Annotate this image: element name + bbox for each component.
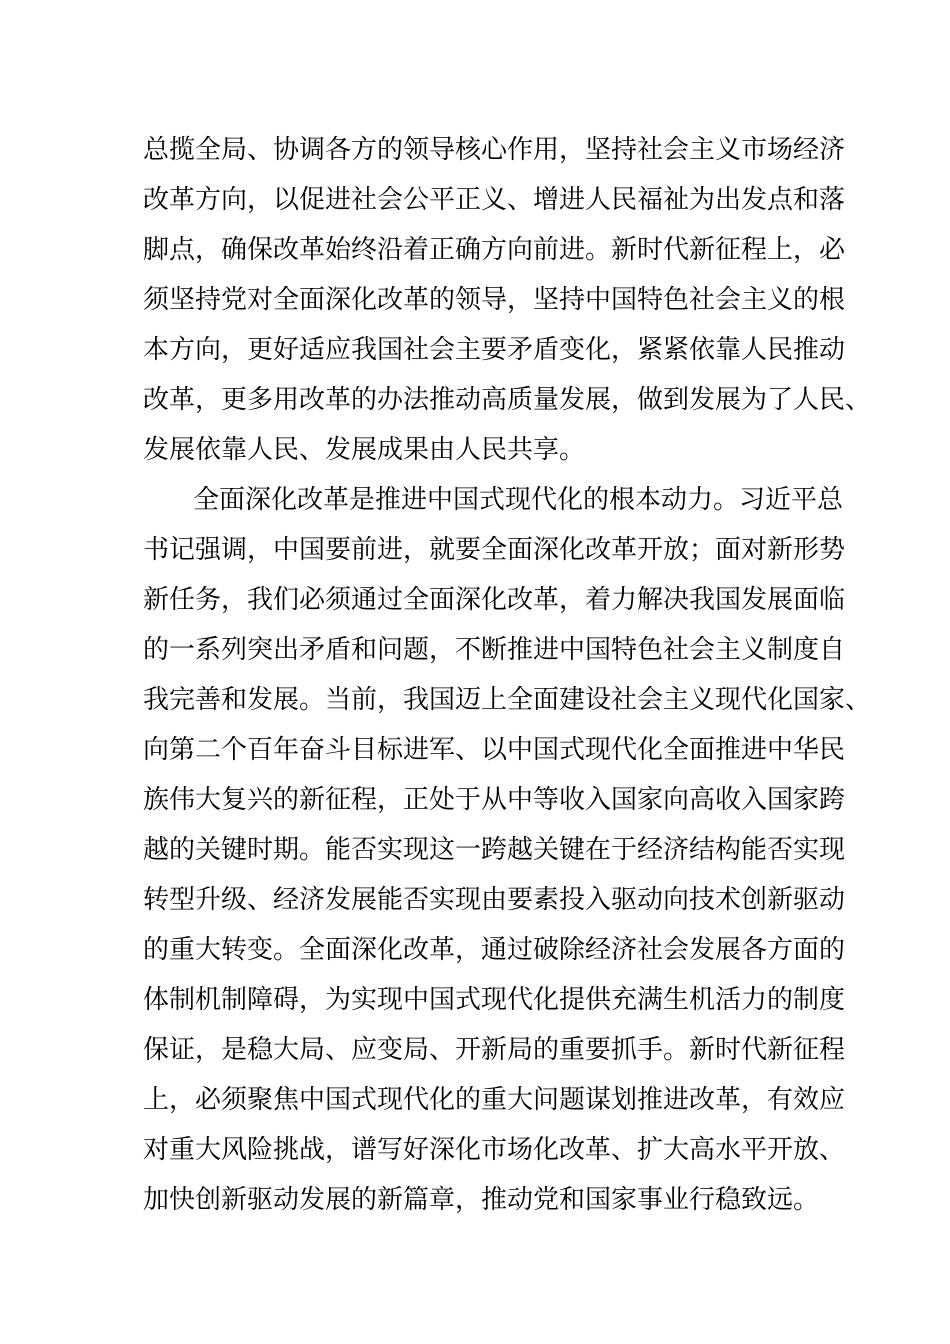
text-line: 脚点，确保改革始终沿着正确方向前进。新时代新征程上，必	[143, 235, 846, 265]
text-line: 体制机制障碍，为实现中国式现代化提供充满生机活力的制度	[143, 985, 846, 1015]
text-line: 总揽全局、协调各方的领导核心作用，坚持社会主义市场经济	[143, 135, 846, 165]
text-line: 加快创新驱动发展的新篇章，推动党和国家事业行稳致远。	[143, 1185, 820, 1215]
text-line: 本方向，更好适应我国社会主要矛盾变化，紧紧依靠人民推动	[143, 335, 846, 365]
text-line: 转型升级、经济发展能否实现由要素投入驱动向技术创新驱动	[143, 885, 846, 915]
text-line: 上，必须聚焦中国式现代化的重大问题谋划推进改革，有效应	[143, 1085, 846, 1115]
text-line: 须坚持党对全面深化改革的领导，坚持中国特色社会主义的根	[143, 285, 846, 315]
text-line: 改革方向，以促进社会公平正义、增进人民福祉为出发点和落	[143, 185, 846, 215]
text-line: 的重大转变。全面深化改革，通过破除经济社会发展各方面的	[143, 935, 846, 965]
text-line: 发展依靠人民、发展成果由人民共享。	[143, 435, 586, 465]
text-line: 保证，是稳大局、应变局、开新局的重要抓手。新时代新征程	[143, 1035, 846, 1065]
text-line: 族伟大复兴的新征程，正处于从中等收入国家向高收入国家跨	[143, 785, 846, 815]
text-line: 越的关键时期。能否实现这一跨越关键在于经济结构能否实现	[143, 835, 846, 865]
text-line: 新任务，我们必须通过全面深化改革，着力解决我国发展面临	[143, 585, 846, 615]
text-line: 的一系列突出矛盾和问题，不断推进中国特色社会主义制度自	[143, 635, 846, 665]
paragraph-first-line: 全面深化改革是推进中国式现代化的根本动力。习近平总	[193, 485, 844, 515]
text-line: 书记强调，中国要前进，就要全面深化改革开放；面对新形势	[143, 535, 846, 565]
text-line: 对重大风险挑战，谱写好深化市场化改革、扩大高水平开放、	[143, 1135, 846, 1165]
text-line: 向第二个百年奋斗目标进军、以中国式现代化全面推进中华民	[143, 735, 846, 765]
text-line: 我完善和发展。当前，我国迈上全面建设社会主义现代化国家、	[143, 685, 872, 715]
text-line: 改革，更多用改革的办法推动高质量发展，做到发展为了人民、	[143, 385, 872, 415]
